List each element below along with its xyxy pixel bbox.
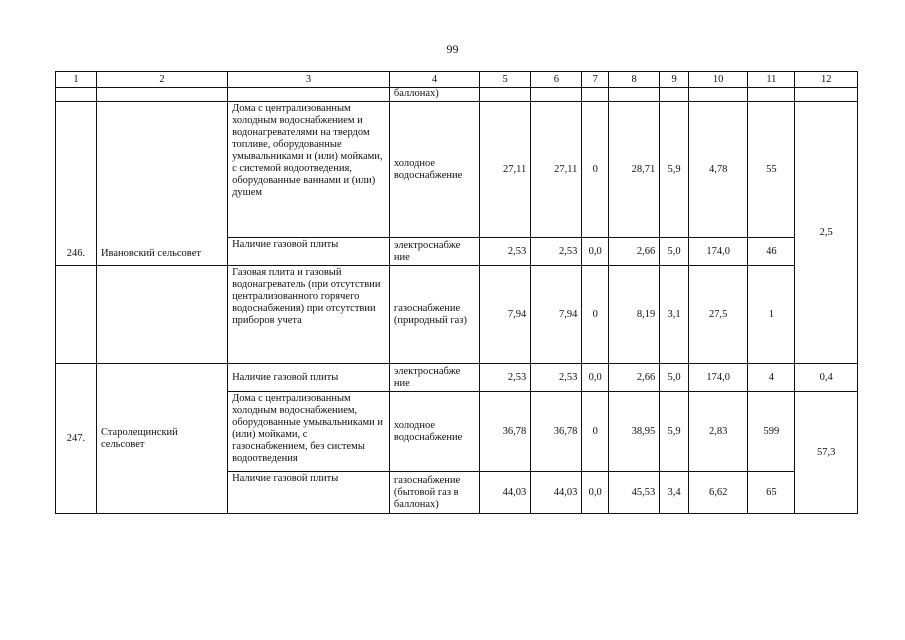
cell-col5: 7,94 [480, 266, 531, 364]
continuation-row [56, 88, 858, 102]
row-description: Наличие газовой плиты [228, 364, 390, 392]
cell-col9: 3,1 [660, 266, 689, 364]
cell-col11: 46 [748, 238, 795, 266]
header-cell: 5 [480, 72, 531, 88]
cell-col8: 38,95 [609, 392, 660, 472]
header-cell: 1 [56, 72, 97, 88]
cell-col11: 1 [748, 266, 795, 364]
row-service: холодное водоснабжение [389, 392, 479, 472]
cell-col7: 0,0 [582, 472, 609, 514]
entry-number: 246. [56, 102, 97, 266]
entry-number: 247. [56, 364, 97, 514]
cell-col9: 5,0 [660, 364, 689, 392]
cell-col7: 0 [582, 392, 609, 472]
row-description: Наличие газовой плиты [228, 472, 390, 514]
cell-col11: 4 [748, 364, 795, 392]
header-cell: 11 [748, 72, 795, 88]
cell-col5: 27,11 [480, 102, 531, 238]
row-service: газоснабжение (природный газ) [389, 266, 479, 364]
cell-col5: 36,78 [480, 392, 531, 472]
cell-col12: 57,3 [795, 392, 858, 514]
cell-col6: 2,53 [531, 238, 582, 266]
cell-col12: 2,5 [795, 102, 858, 364]
header-cell: 12 [795, 72, 858, 88]
row-service: газоснабжение (бытовой газ в баллонах) [389, 472, 479, 514]
cell-col8: 28,71 [609, 102, 660, 238]
page-number: 99 [446, 42, 459, 56]
cell-col11: 55 [748, 102, 795, 238]
entry-name: Старолещинский сельсовет [96, 364, 227, 514]
cell-col8: 2,66 [609, 238, 660, 266]
header-cell: 7 [582, 72, 609, 88]
header-cell: 9 [660, 72, 689, 88]
table-row [56, 266, 858, 364]
header-cell: 6 [531, 72, 582, 88]
cell-col8: 45,53 [609, 472, 660, 514]
cell-col12: 0,4 [795, 364, 858, 392]
cell-col10: 6,62 [688, 472, 747, 514]
cell-col9: 3,4 [660, 472, 689, 514]
entry-name: Ивановский сельсовет [96, 102, 227, 266]
cell-col7: 0 [582, 266, 609, 364]
table-row [56, 102, 858, 238]
table-row [56, 364, 858, 392]
header-row [56, 72, 858, 88]
row-service: электроснабже ние [389, 238, 479, 266]
header-cell: 10 [688, 72, 747, 88]
cell-col6: 2,53 [531, 364, 582, 392]
cell-col10: 174,0 [688, 364, 747, 392]
cell-col11: 599 [748, 392, 795, 472]
cell-col8: 8,19 [609, 266, 660, 364]
row-service: холодное водоснабжение [389, 102, 479, 238]
cell-col5: 2,53 [480, 364, 531, 392]
header-cell: 4 [389, 72, 479, 88]
cell-col7: 0 [582, 102, 609, 238]
row-description: Газовая плита и газовый водонагреватель (при отсутствии централизованного горячего водоснабжения) при отсутствии приборов учета [228, 266, 390, 364]
header-cell: 8 [609, 72, 660, 88]
tariff-table [55, 71, 858, 514]
cell-col10: 27,5 [688, 266, 747, 364]
cell-col5: 2,53 [480, 238, 531, 266]
cell-col10: 174,0 [688, 238, 747, 266]
cell-col6: 27,11 [531, 102, 582, 238]
continuation-service: баллонах) [389, 88, 479, 102]
row-description: Наличие газовой плиты [228, 238, 390, 266]
cell-col9: 5,9 [660, 102, 689, 238]
header-cell: 3 [228, 72, 390, 88]
cell-col7: 0,0 [582, 238, 609, 266]
cell-col6: 36,78 [531, 392, 582, 472]
row-description: Дома с централизованным холодным водоснабжением, оборудованные умывальниками и (или) мойками, с газоснабжением, без системы водоотведения [228, 392, 390, 472]
cell-col9: 5,9 [660, 392, 689, 472]
cell-col8: 2,66 [609, 364, 660, 392]
cell-col10: 2,83 [688, 392, 747, 472]
cell-col11: 65 [748, 472, 795, 514]
cell-col5: 44,03 [480, 472, 531, 514]
cell-col7: 0,0 [582, 364, 609, 392]
cell-col6: 7,94 [531, 266, 582, 364]
row-description: Дома с централизованным холодным водоснабжением и водонагревателями на твердом топливе, оборудованные умывальниками и (или) мойками, с системой водоотведения, оборудованные ваннами и (или) душем [228, 102, 390, 238]
cell-col9: 5,0 [660, 238, 689, 266]
row-service: электроснабже ние [389, 364, 479, 392]
header-cell: 2 [96, 72, 227, 88]
cell-col10: 4,78 [688, 102, 747, 238]
cell-col6: 44,03 [531, 472, 582, 514]
